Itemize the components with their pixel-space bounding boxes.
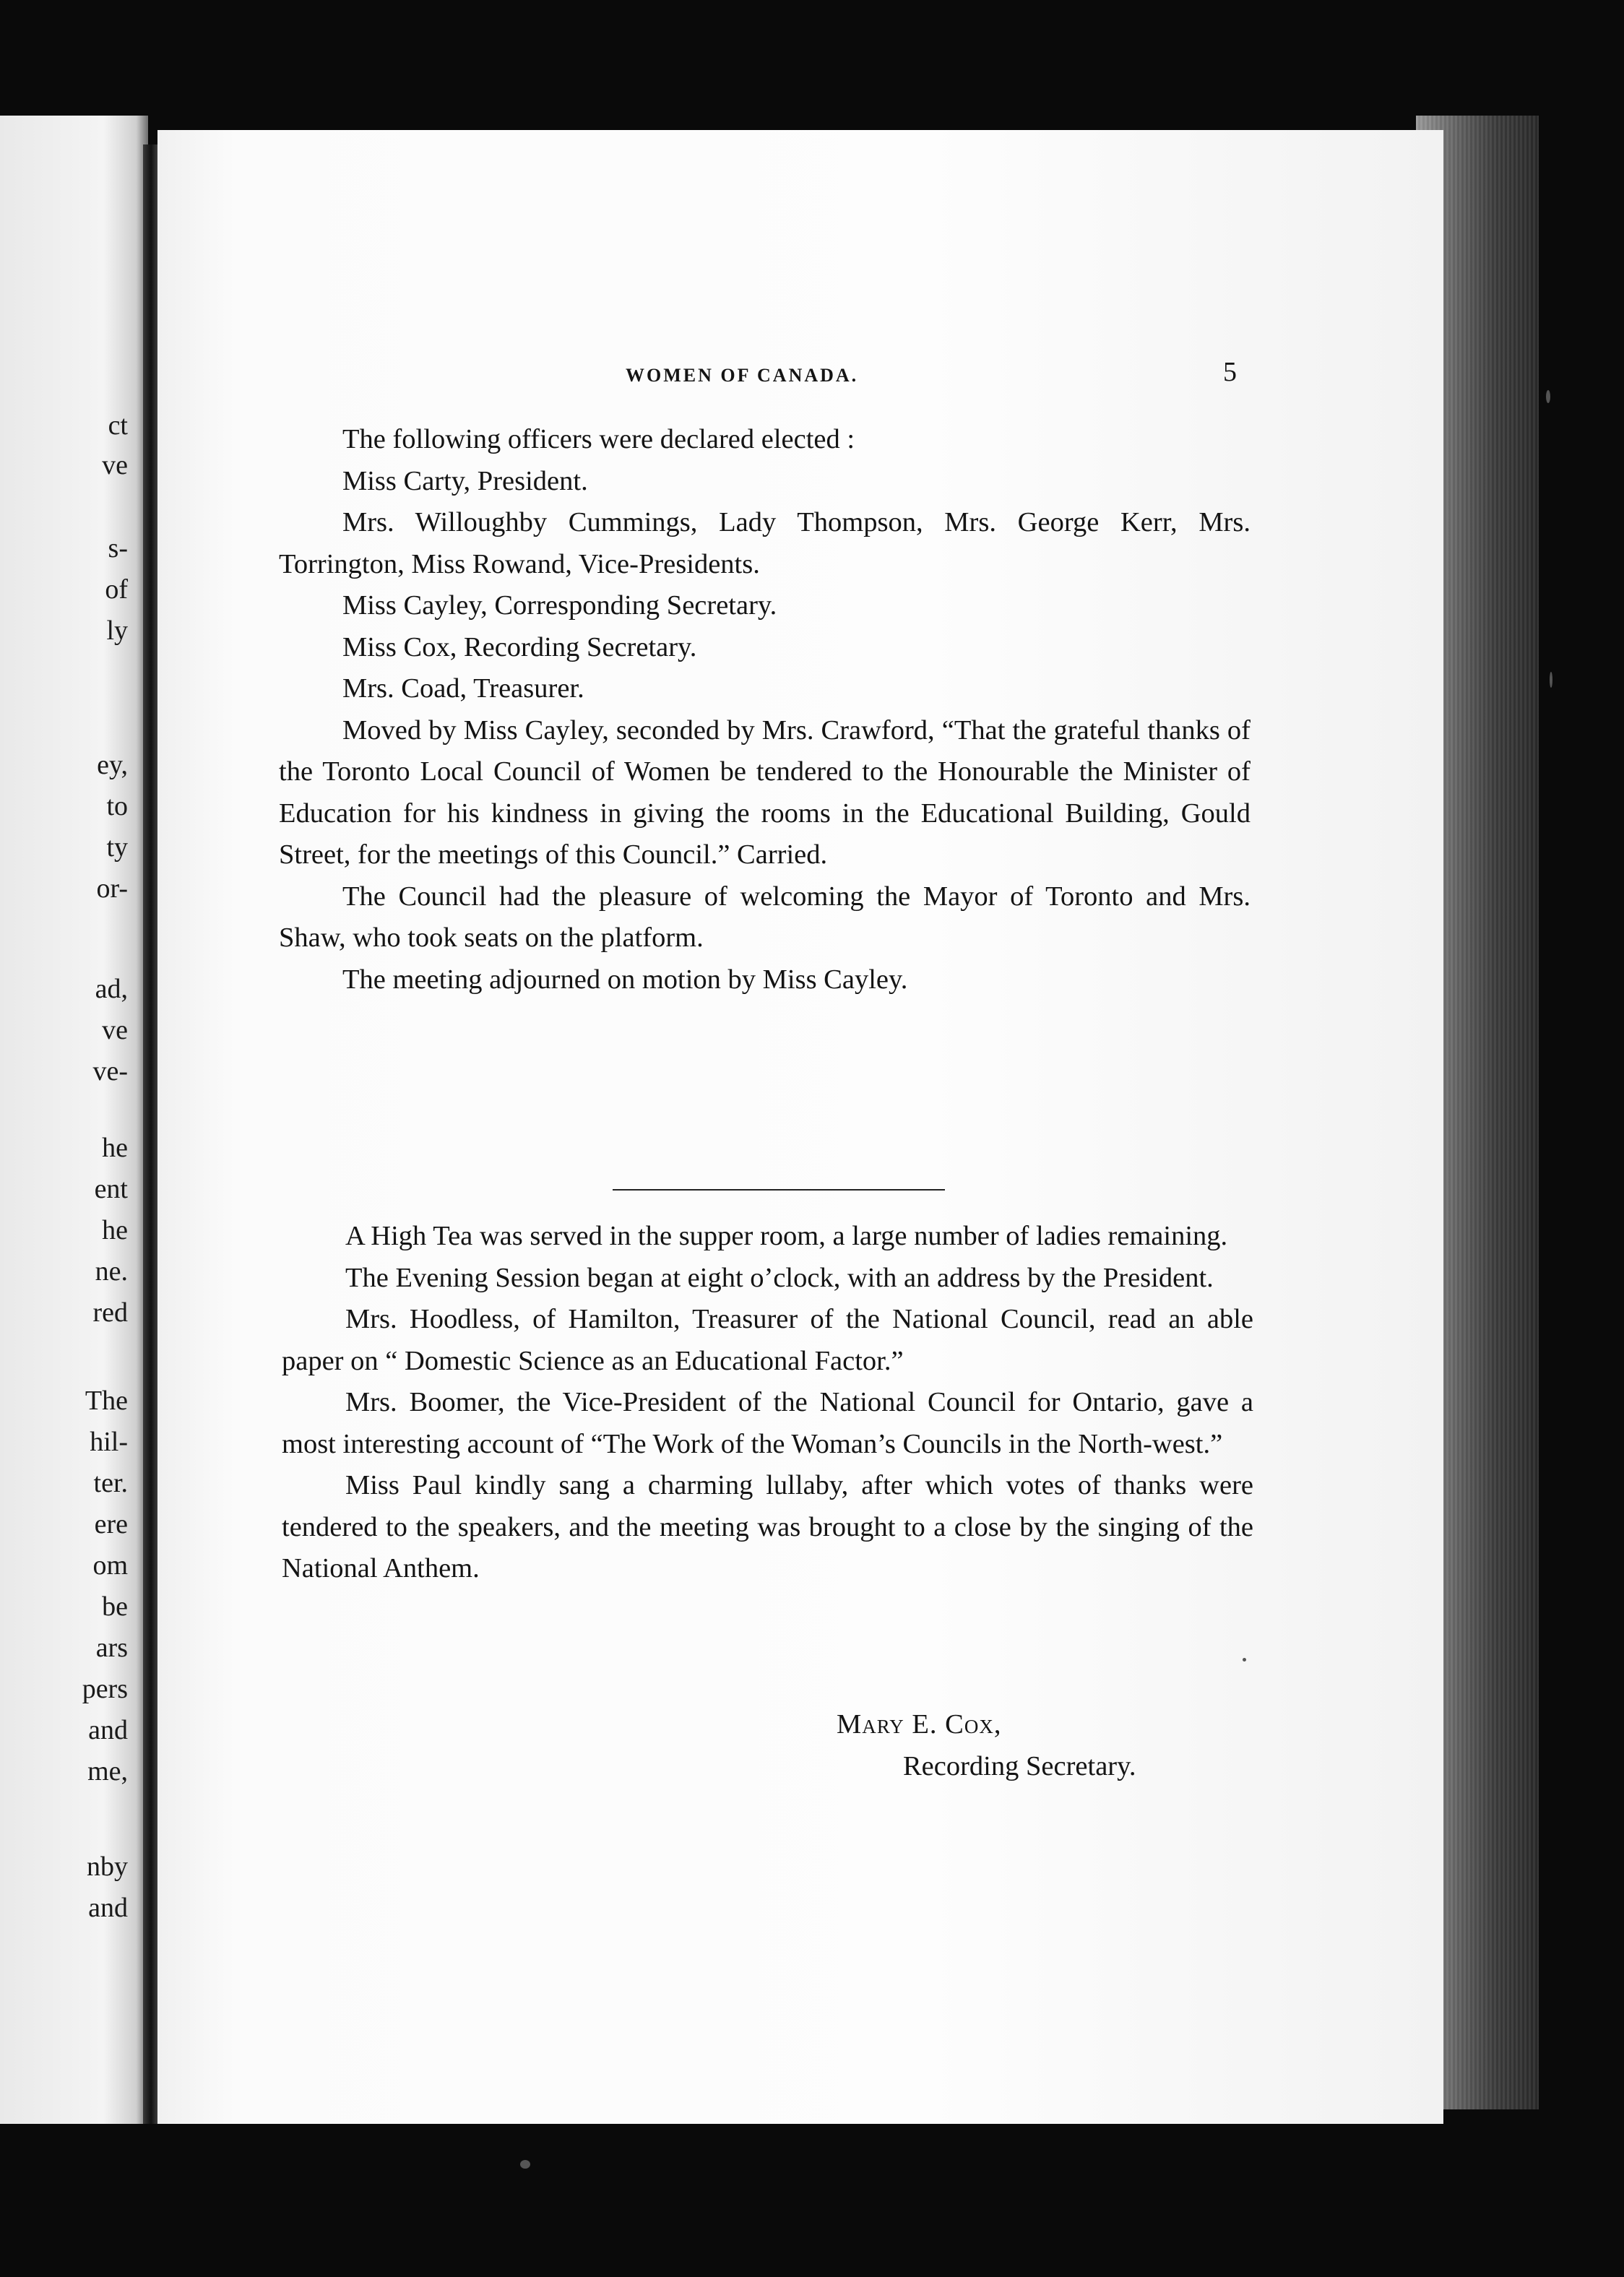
paragraph: Miss Cayley, Corresponding Secretary. xyxy=(342,590,777,621)
scan-speck xyxy=(1243,1658,1246,1662)
left-fragment: hil- xyxy=(90,1427,128,1457)
left-fragment: ne. xyxy=(95,1256,128,1287)
signature-name: Mary E. Cox, xyxy=(837,1709,1002,1740)
left-fragment: ty xyxy=(106,832,128,863)
left-fragment: he xyxy=(102,1215,128,1245)
left-fragment: ct xyxy=(108,410,128,441)
left-facing-page xyxy=(0,116,148,2124)
left-fragment: nby xyxy=(87,1852,128,1882)
left-fragment: ad, xyxy=(95,974,128,1004)
paragraph: Mrs. Willoughby Cummings, Lady Thompson, Mrs. George Kerr, Mrs. Torrington, Miss Rowand, Vice-Presidents. xyxy=(279,507,1251,579)
paragraph: Miss Paul kindly sang a charming lullaby, after which votes of thanks were tendered to the speakers, and the meeting was brought to a close by the singing of the National Anthem. xyxy=(282,1470,1253,1583)
left-fragment: The xyxy=(85,1386,128,1416)
paragraph: The Council had the pleasure of welcoming the Mayor of Toronto and Mrs. Shaw, who took seats on the platform. xyxy=(279,881,1251,953)
left-fragment: to xyxy=(106,791,128,821)
paragraph: Mrs. Hoodless, of Hamilton, Treasurer of the National Council, read an able paper on “ Domestic Science as an Educational Factor.” xyxy=(282,1304,1253,1376)
left-fragment: ent xyxy=(94,1174,128,1204)
left-fragment: om xyxy=(92,1550,128,1581)
paragraph: A High Tea was served in the supper room, a large number of ladies remaining. xyxy=(345,1221,1228,1251)
left-fragment: and xyxy=(88,1893,128,1923)
left-fragment: or- xyxy=(96,873,128,904)
page-number: 5 xyxy=(1223,357,1237,387)
left-fragment: me, xyxy=(87,1756,128,1786)
left-fragment: ve xyxy=(102,1015,128,1045)
left-fragment: he xyxy=(102,1133,128,1163)
left-fragment: pers xyxy=(82,1674,128,1704)
left-fragment: ars xyxy=(95,1633,128,1663)
paragraph: Miss Cox, Recording Secretary. xyxy=(342,631,697,662)
scan-speck xyxy=(1546,390,1550,403)
body-text-top xyxy=(279,419,1251,1001)
left-fragment: ly xyxy=(106,615,128,646)
paragraph: Mrs. Boomer, the Vice-President of the National Council for Ontario, gave a most interesting account of “The Work of the Woman’s Councils in the North-west.” xyxy=(282,1387,1253,1459)
paragraph: The following officers were declared elected : xyxy=(342,424,855,454)
left-fragment: s- xyxy=(108,533,128,563)
scan-speck xyxy=(520,2160,530,2169)
left-fragment: of xyxy=(105,574,128,605)
paragraph: Mrs. Coad, Treasurer. xyxy=(342,673,584,704)
left-fragment: ter. xyxy=(93,1468,128,1498)
left-fragment: ve xyxy=(102,450,128,480)
left-fragment: ere xyxy=(94,1509,128,1539)
book-page xyxy=(157,130,1443,2124)
paragraph: Moved by Miss Cayley, seconded by Mrs. Crawford, “That the grateful thanks of the Toronto Local Council of Women be tendered to the Honourable the Minister of Education for his kindness in giving the rooms in the Educational Building, Gould Street, for the meetings of this Council.” Carried. xyxy=(279,714,1251,870)
running-head: WOMEN OF CANADA. xyxy=(626,365,859,386)
left-fragment: be xyxy=(102,1591,128,1622)
left-fragment: ve- xyxy=(92,1056,128,1086)
book-gutter xyxy=(143,144,159,2124)
signature-title: Recording Secretary. xyxy=(903,1751,1136,1781)
paragraph: The meeting adjourned on motion by Miss Cayley. xyxy=(342,964,908,995)
paragraph: The Evening Session began at eight o’clock, with an address by the President. xyxy=(345,1262,1214,1293)
body-text-bottom xyxy=(282,1216,1253,1590)
section-divider xyxy=(613,1189,945,1191)
paragraph: Miss Carty, President. xyxy=(342,465,588,496)
left-fragment: ey, xyxy=(97,750,128,780)
left-fragment: and xyxy=(88,1715,128,1745)
left-fragment: red xyxy=(92,1297,128,1328)
scan-speck xyxy=(1550,672,1552,688)
